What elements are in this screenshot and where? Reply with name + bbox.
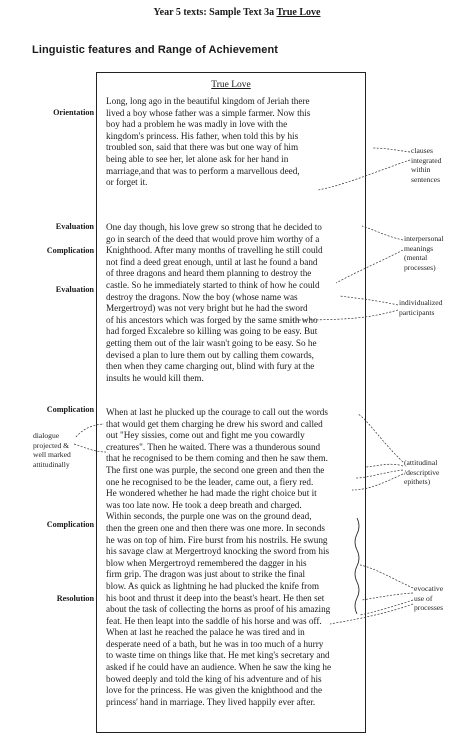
text-line: not find a deed great enough, until at last he found a band xyxy=(106,256,318,267)
text-line: one he recognised to be the leader, came out, a fiery red. xyxy=(106,476,314,487)
text-line: When at last he plucked up the courage to call out the words xyxy=(106,407,328,417)
stage-evaluation-1: Evaluation xyxy=(55,222,94,231)
text-line: When at last he reached the palace he was tired and in xyxy=(106,627,305,638)
text-line: lived a boy whose father was a simple farmer. Now this xyxy=(106,107,311,118)
text-line: love for the princess. He was given the knighthood and the xyxy=(106,685,323,696)
text-line: blow when Mergertroyd remembered the dagger in his xyxy=(106,557,307,568)
arrow-attitudinal-1 xyxy=(358,414,403,462)
text-line: or forget it. xyxy=(106,177,148,188)
note-line: clauses xyxy=(411,146,433,155)
note-line: (attitudinal xyxy=(404,458,438,467)
text-line: feat. He then leapt into the saddle of his horse and was off. xyxy=(106,615,322,626)
stage-complication-2: Complication xyxy=(46,405,94,414)
text-line: devised a plan to lure them out by calling them cowards, xyxy=(106,349,314,360)
text-line: asked if he could have an audience. When he saw the king he xyxy=(106,662,332,673)
stage-evaluation-2: Evaluation xyxy=(55,285,94,294)
note-line: well marked xyxy=(33,450,71,459)
title-underlined: True Love xyxy=(276,7,321,18)
stage-complication-1: Complication xyxy=(46,246,94,255)
arrow-evocative-4 xyxy=(330,604,413,624)
text-line: he was on top of him. Fire burst from his nostrils. He swung xyxy=(106,534,328,545)
arrow-interpersonal-2 xyxy=(336,250,403,283)
arrow-attitudinal-4 xyxy=(352,474,403,490)
text-line: creatures". Then he waited. There was a thunderous sound xyxy=(106,441,321,452)
text-line: Knighthood. After many months of travelling he still could xyxy=(106,245,323,256)
note-line: epithets) xyxy=(404,477,431,486)
text-line: troubled son, said that there was but one way of him xyxy=(106,142,299,153)
text-line: his savage claw at Mergertroyd knocking the sword from his xyxy=(106,546,330,557)
note-line: evocative xyxy=(414,584,444,593)
text-line: then when they came charging out, blind with fury at the xyxy=(106,361,315,372)
text-line: to waste time on things like that. He met king's secretary and xyxy=(106,650,330,661)
section-heading: Linguistic features and Range of Achievement xyxy=(32,44,279,56)
text-line: desperate need of a bath, but he was in too much of a hurry xyxy=(106,638,324,649)
note-line: attitudinally xyxy=(33,459,70,469)
arrow-individualized-1 xyxy=(340,296,398,305)
note-line: sentences xyxy=(411,174,441,184)
text-line: that he recognised to be them coming and then he saw them. xyxy=(106,453,328,464)
title-prefix: Year 5 texts: Sample Text 3a xyxy=(153,7,275,18)
text-line: Mergertroyd) was not very bright but he had the sword xyxy=(106,303,308,314)
text-line: about the task of collecting the horns as proof of his amazing xyxy=(106,604,331,615)
text-line: castle. So he immediately started to think of how he could xyxy=(106,279,320,290)
arrow-individualized-2 xyxy=(290,310,398,320)
text-line: He wondered whether he had made the right choice but it xyxy=(106,488,317,499)
arrow-attitudinal-2 xyxy=(366,464,403,467)
text-line: out "Hey sissies, come out and fight me you cowardly xyxy=(106,430,305,441)
arrow-dialogue-1 xyxy=(76,424,104,437)
text-line: Long, long ago in the beautiful kingdom of Jeriah there xyxy=(106,96,310,106)
arrow-dialogue-2 xyxy=(74,444,106,452)
note-line: meanings xyxy=(404,243,434,253)
text-line: boy had a problem he was madly in love with the xyxy=(106,119,288,130)
text-line: Within seconds, the purple one was on the ground dead, xyxy=(106,511,312,522)
text-line: bowed deeply and told the king of his adventure and of his xyxy=(106,673,322,684)
text-line: marriage,and that was to perform a marvellous deed, xyxy=(106,165,300,176)
note-line: (mental xyxy=(404,253,428,262)
text-line: his boot and thrust it deep into the beast's heart. He then set xyxy=(106,592,325,603)
text-line: then the green one and then there was one more. In seconds xyxy=(106,522,325,533)
stage-resolution: Resolution xyxy=(56,594,94,603)
text-line: being able to see her, let alone ask for her hand in xyxy=(106,153,289,164)
text-line: had forged Excalebre so killing was going to be easy. But xyxy=(106,326,318,337)
text-line: princess' hand in marriage. They lived happily ever after. xyxy=(106,696,316,707)
arrow-interpersonal-1 xyxy=(362,226,403,240)
story-title: True Love xyxy=(211,80,251,90)
text-line: of three dragons and heard them planning to destroy the xyxy=(106,268,312,279)
text-line: insults he would kill them. xyxy=(106,372,204,383)
note-line: /descriptive xyxy=(404,467,440,477)
note-line: use of xyxy=(414,593,433,603)
text-line: kingdom's princess. His father, when told this by his xyxy=(106,130,299,141)
text-line: One day though, his love grew so strong that he decided to xyxy=(106,222,322,232)
note-line: integrated xyxy=(411,155,442,165)
note-line: participants xyxy=(399,307,435,317)
text-line: firm grip. The dragon was just about to strike the final xyxy=(106,569,306,580)
text-line: was too late now. He took a deep breath and charged. xyxy=(106,499,302,510)
stage-complication-3: Complication xyxy=(46,520,94,529)
text-line: The first one was purple, the second one green and then the xyxy=(106,464,325,475)
stage-orientation: Orientation xyxy=(53,108,94,117)
arrow-evocative-2 xyxy=(362,593,413,600)
note-line: interpersonal xyxy=(404,234,444,243)
arrow-clauses-1 xyxy=(372,148,410,152)
note-line: processes) xyxy=(404,262,436,272)
note-line: within xyxy=(411,165,431,174)
text-line: go in search of the deed that would prove him worthy of a xyxy=(106,233,320,244)
note-line: processes xyxy=(414,603,444,612)
text-line: getting them out of the lair wasn't going to be easy. So he xyxy=(106,337,317,348)
arrow-clauses-2 xyxy=(318,160,410,190)
arrow-evocative-1 xyxy=(360,565,413,588)
bracket-squiggle xyxy=(355,518,359,614)
text-line: that would get them charging he drew his sword and called xyxy=(106,418,323,429)
note-line: dialogue xyxy=(33,431,60,440)
text-line: blow. As quick as lightning he had plucked the knife from xyxy=(106,580,319,591)
text-line: destroy the dragons. Now the boy (whose name was xyxy=(106,291,298,302)
note-line: projected & xyxy=(33,440,70,450)
arrow-evocative-3 xyxy=(360,600,413,615)
note-line: individualized xyxy=(399,298,443,307)
text-line: of his ancestors which was forged by the same smith who xyxy=(106,314,318,325)
